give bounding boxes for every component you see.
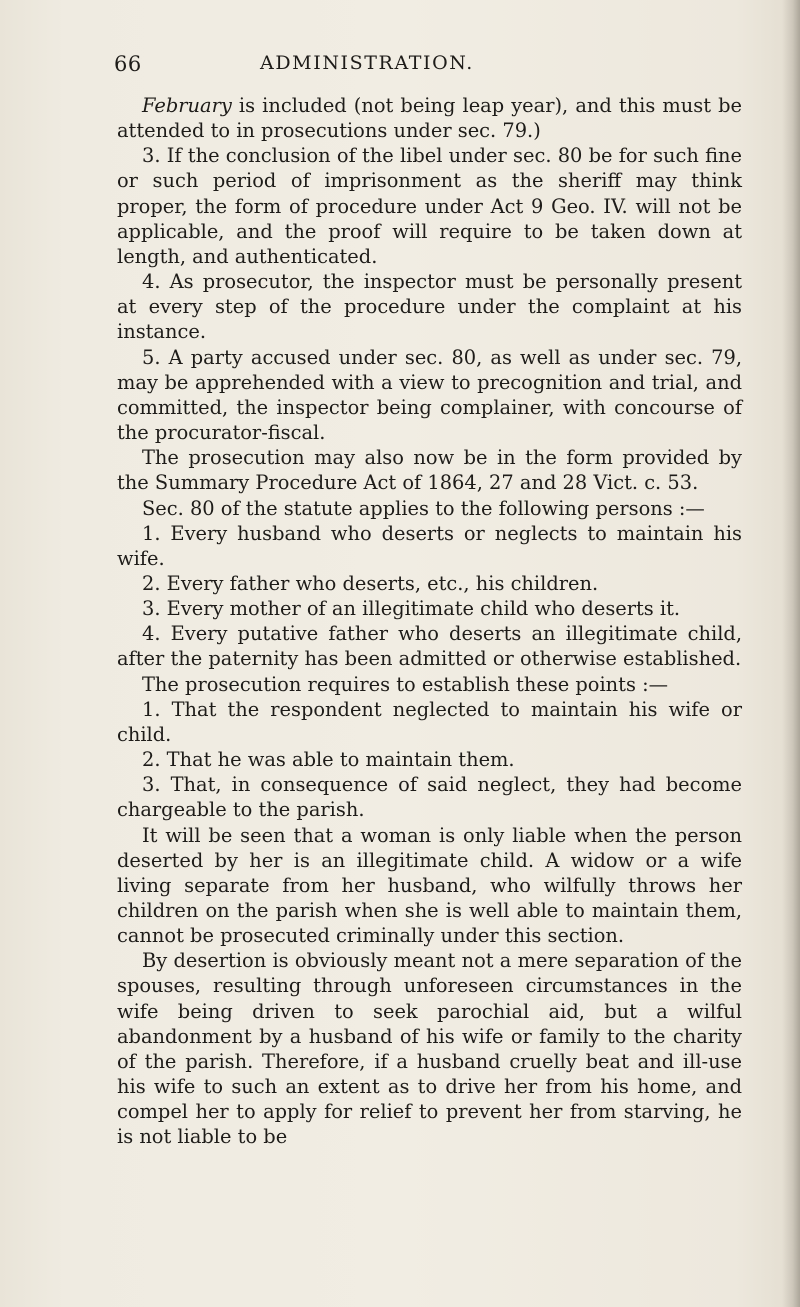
page-header [0,52,800,82]
list-item: 2. Every father who deserts, etc., his children. [142,571,599,595]
paragraph: Sec. 80 of the statute applies to the following persons :— [142,496,705,520]
paragraph: By desertion is obviously meant not a mere separation of the spouses, resulting through unforeseen circumstances in the wife being driven to seek parochial aid, but a wilful abandonment by a husband of his wife or family to the charity of the parish. Therefore, if a husband cruelly beat and ill-use his wife to such an extent as to drive her from his home, and compel her to apply for relief to prevent her from starving, he is not liable to be [117,949,742,1149]
list-item: 3. That, in consequence of said neglect, they had become chargeable to the parish. [117,773,742,822]
list-item: 5. A party accused under sec. 80, as well as under sec. 79, may be apprehended with a view to precognition and trial, and committed, the inspector being complainer, with concourse of the procurator-fiscal. [117,345,742,445]
list-item: 1. Every husband who deserts or neglects to maintain his wife. [117,521,742,570]
list-item: 1. That the respondent neglected to maintain his wife or child. [117,697,742,746]
paragraph-text: is included (not being leap year), and this must be attended to in prosecutions under sec. 79.) [117,94,742,143]
paragraph [117,93,742,143]
italic-term: February [142,94,232,117]
list-item: 4. Every putative father who deserts an illegitimate child, after the paternity has been admitted or otherwise established. [117,622,742,671]
body-text [117,93,742,1150]
running-head: ADMINISTRATION. [260,52,474,74]
paragraph: The prosecution requires to establish these points :— [142,672,668,696]
page-edge-shadow [782,0,800,1307]
list-item: 3. If the conclusion of the libel under sec. 80 be for such fine or such period of imprisonment as the sheriff may think proper, the form of procedure under Act 9 Geo. IV. will not be applicable, and the proof will require to be taken down at length, and authenticated. [117,144,742,268]
list-item: 4. As prosecutor, the inspector must be personally present at every step of the procedure under the complaint at his instance. [117,270,742,344]
page-number: 66 [114,52,142,76]
paragraph: It will be seen that a woman is only liable when the person deserted by her is an illegitimate child. A widow or a wife living separate from her husband, who wilfully throws her children on the parish when she is well able to maintain them, cannot be prosecuted criminally under this section. [117,823,742,948]
list-item: 3. Every mother of an illegitimate child who deserts it. [142,597,681,621]
paragraph: The prosecution may also now be in the form provided by the Summary Procedure Act of 1864, 27 and 28 Vict. c. 53. [117,446,742,495]
list-item: 2. That he was able to maintain them. [142,748,515,772]
